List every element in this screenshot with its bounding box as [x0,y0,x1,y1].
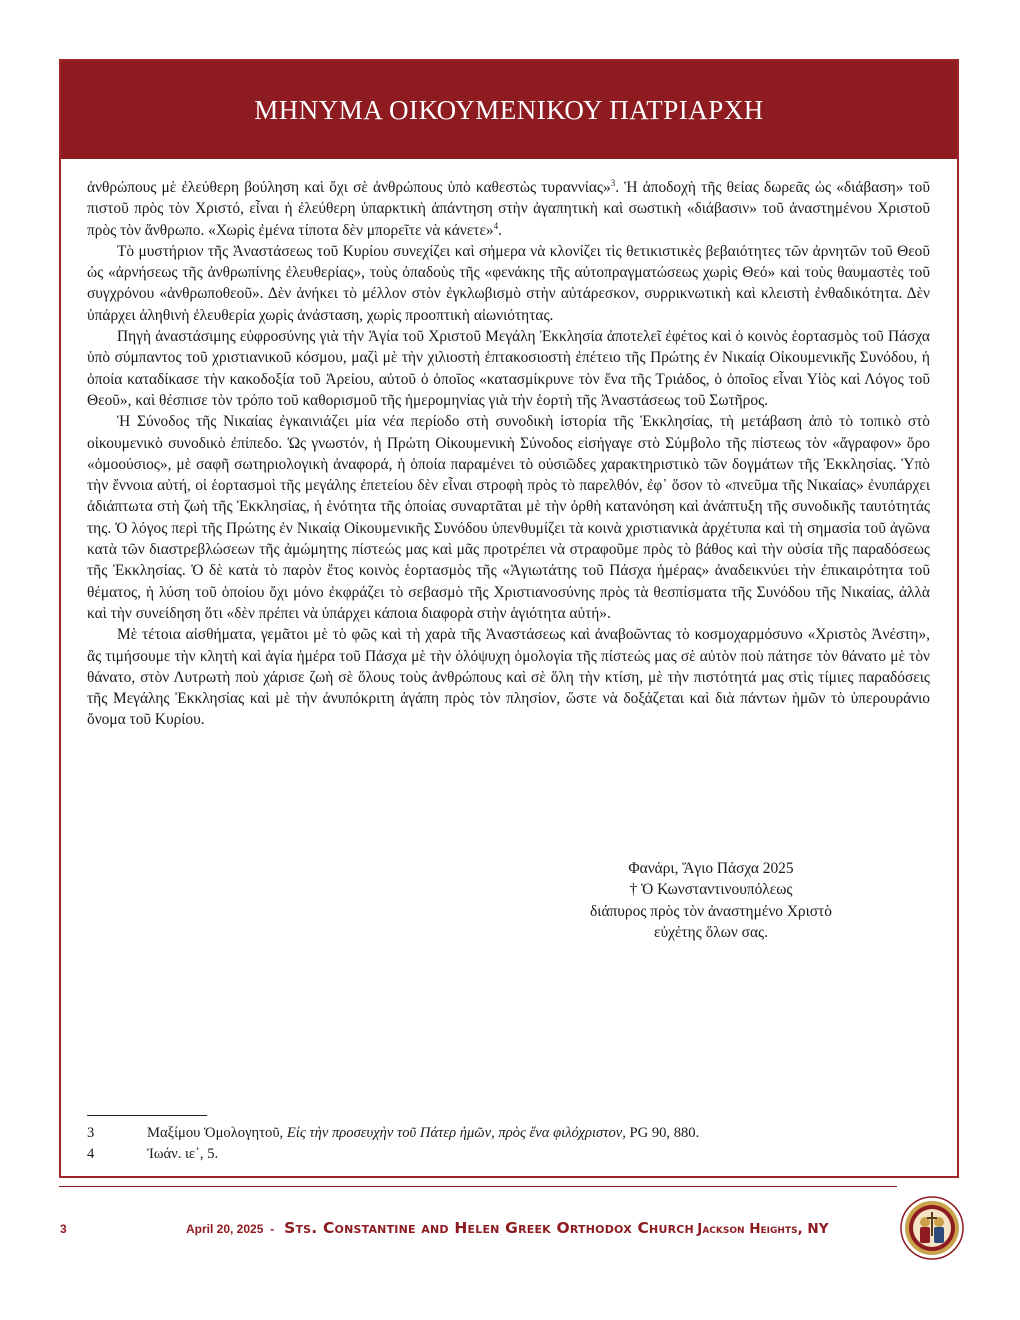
footnote-divider [87,1115,207,1116]
paragraph-5: Μὲ τέτοια αἰσθήματα, γεμᾶτοι μὲ τὸ φῶς καὶ τὴ χαρὰ τῆς Ἀναστάσεως καὶ ἀναβοῶντας τὸ κοσμοχαρμόσυνο «Χριστὸς Ἀνέστη», ἂς τιμήσουμε τὴν κλητὴ καὶ ἁγία ἡμέρα τοῦ Πάσχα μὲ τὴν ὁλόψυχη ὁμολογία τῆς πίστεώς μας σὲ αὐτὸν ποὺ πάτησε τὸν θάνατο μὲ τὸν θάνατο, στὸν Λυτρωτὴ ποὺ χάρισε ζωὴ σὲ ὅλους τοὺς ἀνθρώπους καὶ σὲ ὅλη τὴν κτίση, μὲ τὴν πιστότητά μας στὶς τίμιες παραδόσεις τῆς Μεγάλης Ἐκκλησίας καὶ μὲ τὴν ἀνυπόκριτη ἀγάπη πρὸς τὸν πλησίον, ὥστε νὰ δοξάζεται καὶ διὰ πάντων ἡμῶν τὸ ὑπερουράνιο ὄνομα τοῦ Κυρίου. [87,626,930,729]
paragraph-1-text-c: . [498,221,502,239]
footnotes [87,1123,930,1164]
page-number: 3 [60,1222,67,1236]
footer-divider [59,1186,897,1187]
footnote-4 [87,1144,930,1165]
paragraph-1-text-a: ἀνθρώπους μὲ ἐλεύθερη βούληση καὶ ὄχι σὲ ἀνθρώπους ὑπὸ καθεστὼς τυραννίας» [87,179,611,196]
signature-place-date: Φανάρι, Ἅγιο Πάσχα 2025 [628,860,794,877]
header-band [61,61,957,159]
church-seal-icon [900,1196,964,1260]
paragraph-1-text-b: . Ἡ ἀποδοχὴ τῆς θείας δωρεᾶς ὡς «διάβαση» τοῦ πιστοῦ πρὸς τὸν Χριστό, εἶναι ἡ ἐλεύθερη ὑπαρκτικὴ ἀπάντηση στὴν ἀγαπητικὴ καὶ σωστικὴ «διάβασιν» τοῦ ἀναστημένου Χριστοῦ πρὸς τὸν ἄνθρωπο. «Χωρὶς ἐμένα τίποτα δὲν μπορεῖτε νὰ κάνετε» [87,179,930,239]
footnote-author: Μαξίμου Ὁμολογητοῦ, [147,1125,287,1141]
page-frame [59,59,959,1178]
footer-info [186,1219,828,1237]
paragraph-3: Πηγὴ ἀναστάσιμης εὐφροσύνης γιὰ τὴν Ἁγία τοῦ Χριστοῦ Μεγάλη Ἐκκλησία ἀποτελεῖ ἐφέτος καὶ ὁ κοινὸς ἑορτασμὸς τοῦ Πάσχα ὑπὸ σύμπαντος τοῦ χριστιανικοῦ κόσμου, μαζὶ μὲ τὴν χιλιοστὴ ἑπτακοσιοστὴ ἐπέτειο τῆς Πρώτης ἐν Νικαίᾳ Οἰκουμενικῆς Συνόδου, ἡ ὁποία καταδίκασε τὴν κακοδοξία τοῦ Ἀρείου, αὐτοῦ ὁ ὁποῖος «κατασμίκρυνε τὸν ἕνα τῆς Τριάδος, ὁ ὁποῖος εἶναι Υἱὸς καὶ Λόγος τοῦ Θεοῦ», καὶ θέσπισε τὸν τρόπο τοῦ καθορισμοῦ τῆς ἡμερομηνίας γιὰ τὴν ἑορτὴ τῆς Ἀναστάσεως τοῦ Σωτῆρος. [87,328,930,409]
footnote-source: PG 90, 880. [625,1125,700,1141]
signature-block [541,858,881,943]
message-body [87,177,930,731]
footer-separator: - [270,1222,275,1236]
footer-church-name: Sts. Constantine and Helen Greek Orthodox Church [284,1219,694,1237]
footnote-title: Εἰς τὴν προσευχὴν τοῦ Πάτερ ἡμῶν, πρὸς ἕνα φιλόχριστον, [286,1125,626,1141]
signature-title: † Ὁ Κωνσταντινουπόλεως [629,881,793,899]
footer-location: Jackson Heights, NY [697,1221,829,1237]
page-title: ΜΗΝΥΜΑ ΟΙΚΟΥΜΕΝΙΚΟΥ ΠΑΤΡΙΑΡΧΗ [254,94,764,125]
signature-line-4: εὐχέτης ὅλων σας. [654,923,768,941]
footnote-ref-3[interactable]: 3 [610,178,616,188]
footnote-3 [87,1123,930,1144]
signature-line-3: διάπυρος πρὸς τὸν ἀναστημένο Χριστὸ [590,902,832,920]
footnote-ref-4[interactable]: 4 [493,220,499,231]
footnote-number: 3 [87,1125,95,1141]
paragraph-2: Τὸ μυστήριον τῆς Ἀναστάσεως τοῦ Κυρίου συνεχίζει καὶ σήμερα νὰ κλονίζει τὶς θετικιστικὲς βεβαιότητες τῶν ἀρνητῶν τοῦ Θεοῦ ὡς «ἀρνήσεως τῆς ἀνθρωπίνης ἐλευθερίας», τοὺς ὀπαδοὺς τῆς «φενάκης τῆς αὐτοπραγματώσεως χωρὶς Θεό» καὶ τοὺς θαυμαστὲς τοῦ συγχρόνου «ἀνθρωποθεοῦ». Δὲν ἀνήκει τὸ μέλλον στὸν ἐγκλωβισμὸ στὴν αὐτάρεσκον, συρρικνωτικὴ καὶ κλειστὴ ἐνθαδικότητα. Δὲν ὑπάρχει ἀληθινὴ ἐλευθερία χωρὶς ἀνάσταση, χωρὶς προοπτικὴ αἰωνιότητας. [87,242,930,324]
footer-date: April 20, 2025 [186,1222,264,1236]
paragraph-1 [87,177,930,241]
paragraph-4: Ἡ Σύνοδος τῆς Νικαίας ἐγκαινιάζει μία νέα περίοδο στὴ συνοδικὴ ἱστορία τῆς Ἐκκλησίας, τὴ μετάβαση ἀπὸ τὸ τοπικὸ στὸ οἰκουμενικὸ συνοδικὸ ἐπίπεδο. Ὡς γνωστόν, ἡ Πρώτη Οἰκουμενικὴ Σύνοδος εἰσήγαγε στὸ Σύμβολο τῆς πίστεως τὸν «ἄγραφον» ὅρο «ὁμοούσιος», μὲ σαφῆ σωτηριολογικὴ ἀναφορά, ἡ ὁποία παραμένει τὸ οὐσιῶδες χαρακτηριστικὸ τῶν δογμάτων τῆς Ἐκκλησίας. Ὑπὸ τὴν ἔννοια αὐτή, οἱ ἑορτασμοὶ τῆς μεγάλης ἐπετείου δὲν εἶναι στροφὴ πρὸς τὸ παρελθόν, ἐφ᾽ ὅσον τὸ «πνεῦμα τῆς Νικαίας» ἐνυπάρχει ἀδιάπτωτα στὴ ζωὴ τῆς Ἐκκλησίας, ἡ ἑνότητα τῆς ὁποίας συναρτᾶται μὲ τὴν ὀρθὴ κατανόηση καὶ ἀνάπτυξη τῆς συνοδικῆς ταυτότητάς της. Ὁ λόγος περὶ τῆς Πρώτης ἐν Νικαίᾳ Οἰκουμενικῆς Συνόδου ὑπενθυμίζει τὰ κοινὰ χριστιανικὰ ἀρχέτυπα καὶ τὴ σημασία τοῦ ἀγῶνα κατὰ τῶν διαστρεβλώσεων τῆς ἀμώμητης πίστεώς μας καὶ μᾶς προτρέπει νὰ στραφοῦμε πρὸς τὸ βάθος καὶ τὴν οὐσία τῆς παραδόσεως τῆς Ἐκκλησίας. Ὁ δὲ κατὰ τὸ παρὸν ἔτος κοινὸς ἑορτασμὸς τῆς «Ἁγιωτάτης τοῦ Πάσχα ἡμέρας» ἀναδεικνύει τὴν ἐπικαιρότητα τοῦ θέματος, ἡ λύση τοῦ ὁποίου ὄχι μόνο ἐκφράζει τὸ σεβασμὸ τῆς Χριστιανοσύνης πρὸς τὰ θεσπίσματα τῆς Συνόδου τῆς Νικαίας, ἀλλὰ καὶ τὴν συνείδηση ὅτι «δὲν πρέπει νὰ ὑπάρχει κάποια διαφορὰ στὴν ἁγιότητα αὐτή». [87,413,930,622]
footnote-text [147,1123,699,1144]
footnote-number: 4 [87,1145,95,1162]
footnote-text: Ἰωάν. ιε᾽, 5. [147,1145,219,1162]
